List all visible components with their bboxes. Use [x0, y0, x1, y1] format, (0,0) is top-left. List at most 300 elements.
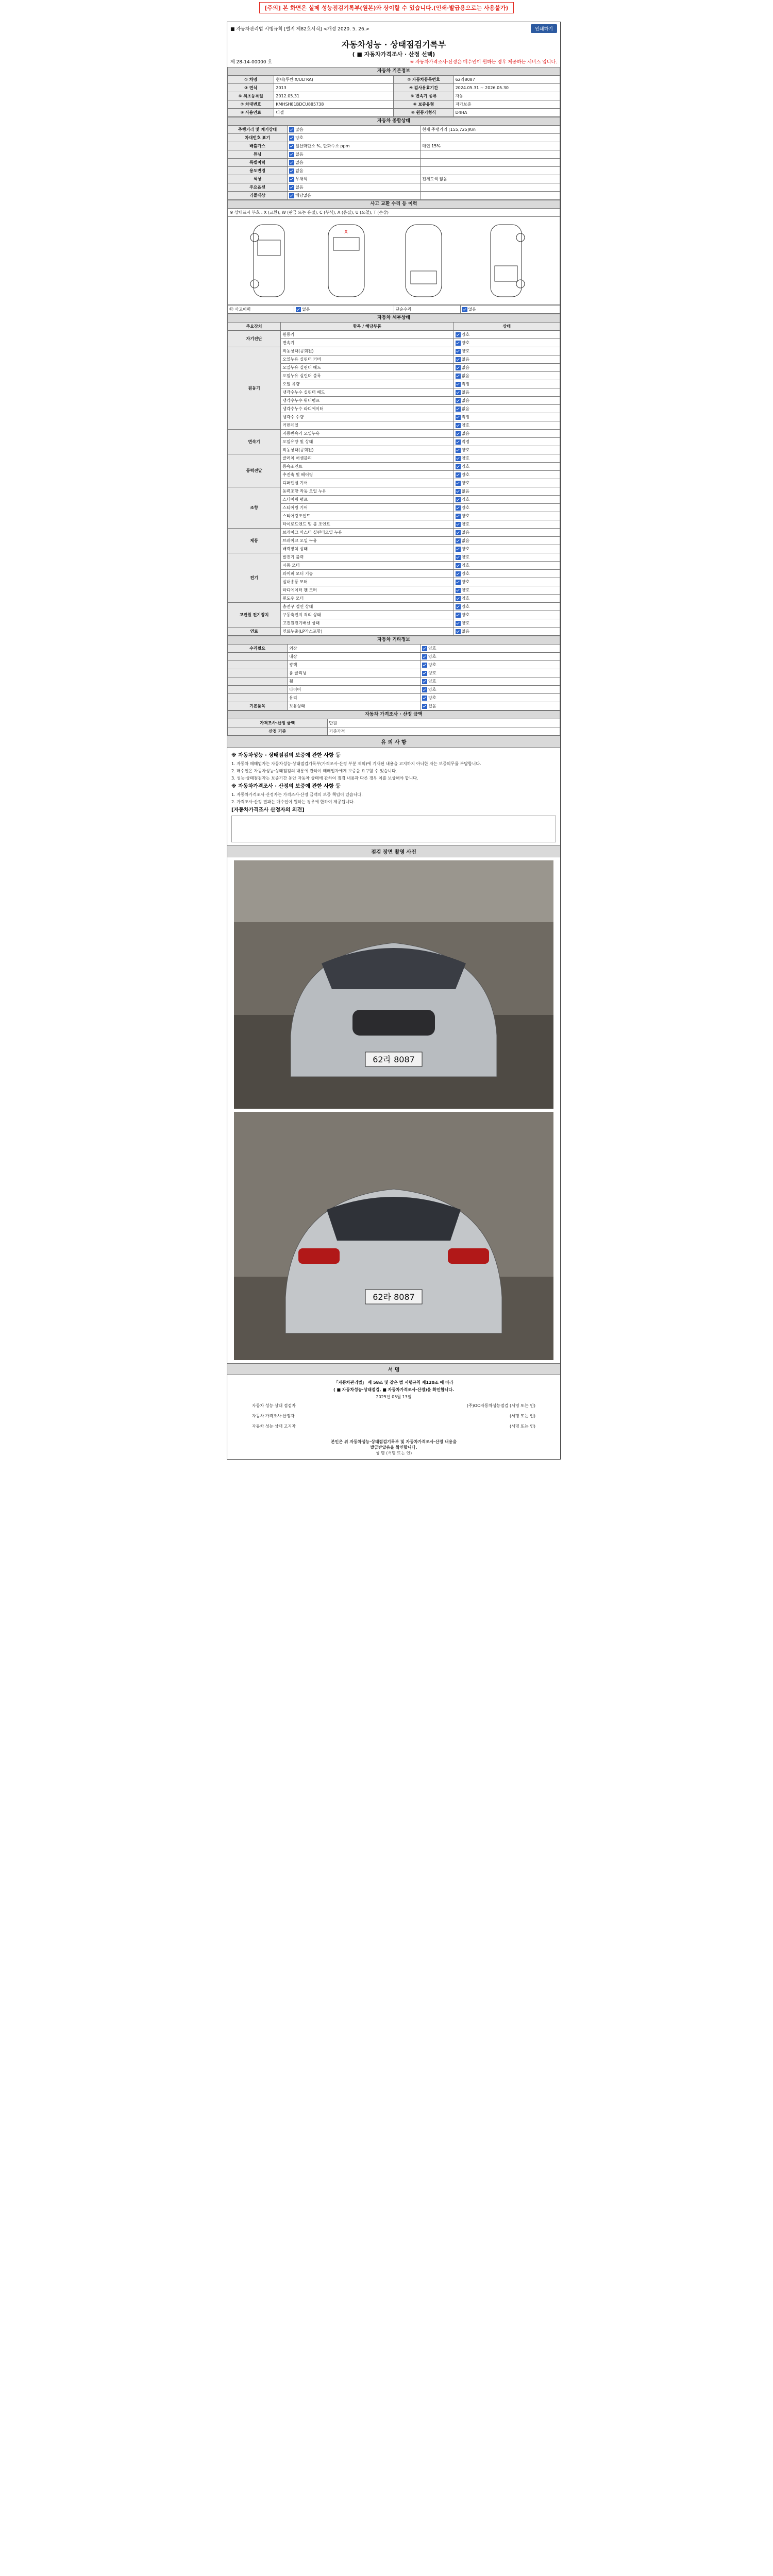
detail-state [453, 421, 560, 430]
checkbox-icon [456, 629, 461, 634]
repair-history-value: 없음 [302, 307, 310, 312]
repair-history-label: ⑫ 사고이력 [228, 306, 294, 314]
basic-label: ⑨ 사용연료 [228, 109, 274, 117]
title-block [227, 35, 560, 67]
detail-state [453, 388, 560, 397]
checkbox-icon [289, 127, 294, 132]
basic-value: 2013 [274, 84, 394, 92]
detail-row [228, 529, 560, 537]
signature-date: 2025년 05월 13일 [376, 1395, 412, 1399]
state-row [228, 134, 560, 142]
detail-state-text: 양호 [461, 613, 470, 617]
price-value: 기준가격 [327, 727, 560, 736]
accident-table [227, 200, 560, 217]
detail-item: 작동상태(공회전) [281, 446, 453, 454]
detail-item: 스티어링조인트 [281, 512, 453, 520]
notice-paragraph: 2. 매수인은 자동차성능·상태점검의 내용에 관하여 매매업자에게 보증을 요구할 수 있습니다. [231, 769, 397, 773]
state-label: 배출가스 [228, 142, 288, 150]
detail-item: 시동 모터 [281, 562, 453, 570]
basic-label: ⑦ 차대번호 [228, 100, 274, 109]
detail-item: 작동상태(공회전) [281, 347, 453, 355]
signature-role: 자동차 성능·상태 점검자 [252, 1403, 296, 1408]
detail-row [228, 430, 560, 438]
checkbox-icon [422, 663, 427, 668]
detail-state-text: 양호 [461, 514, 470, 518]
detail-state-text: 양호 [461, 349, 470, 353]
detail-state-text: 양호 [461, 555, 470, 560]
basic-value: 디젤 [274, 109, 394, 117]
checkbox-icon [456, 580, 461, 585]
detail-item: 충전구 절연 상태 [281, 603, 453, 611]
car-front-photo-icon [234, 860, 553, 1109]
detail-state-text: 양호 [461, 448, 470, 452]
detail-system: 고전원 전기장치 [228, 603, 281, 628]
accident-header: 사고 교환 수리 등 이력 [228, 200, 560, 209]
state-value-text: 없음 [295, 160, 304, 165]
other-row [228, 686, 560, 694]
other-state-text: 양호 [428, 679, 436, 684]
other-item: 룸 클리닝 [288, 669, 421, 677]
other-state [421, 694, 560, 702]
state-value-text: 일산화탄소 %, 탄화수소 ppm [295, 144, 350, 148]
other-category [228, 661, 288, 669]
state-note: 매연 15% [421, 142, 560, 150]
detail-item: 냉각수누수 워터펌프 [281, 397, 453, 405]
basic-label: ① 차명 [228, 76, 274, 84]
checkbox-icon [456, 431, 461, 436]
accident-summary [227, 305, 560, 314]
other-state-text: 양호 [428, 663, 436, 667]
other-state [421, 645, 560, 653]
state-value [288, 175, 421, 183]
checkbox-icon [456, 357, 461, 362]
other-row [228, 677, 560, 686]
detail-item: 추진축 및 베어링 [281, 471, 453, 479]
checkbox-icon [422, 679, 427, 684]
basic-row [228, 76, 560, 84]
other-state-text: 양호 [428, 646, 436, 651]
detail-state [453, 545, 560, 553]
detail-state [453, 512, 560, 520]
detail-item: 냉각수누수 라디에이터 [281, 405, 453, 413]
checkbox-icon [456, 613, 461, 618]
detail-state [453, 364, 560, 372]
other-state [421, 653, 560, 661]
basic-value: 자동 [453, 92, 560, 100]
car-rear-photo-icon [234, 1112, 553, 1360]
detail-state-text: 없음 [461, 431, 470, 436]
other-item: 유리 [288, 694, 421, 702]
notice-header: 유 의 사 항 [227, 736, 560, 748]
car-top-rear-icon [393, 222, 455, 299]
other-row [228, 661, 560, 669]
detail-state [453, 339, 560, 347]
inspection-document [227, 22, 561, 1460]
detail-state [453, 331, 560, 339]
detail-state [453, 413, 560, 421]
detail-item: 변속기 [281, 339, 453, 347]
basic-label: ⑥ 변속기 종류 [394, 92, 453, 100]
other-state [421, 686, 560, 694]
detail-state-text: 적정 [461, 415, 470, 419]
detail-state [453, 463, 560, 471]
detail-item: 오일유량 및 상태 [281, 438, 453, 446]
price-label: 가격조사·산정 금액 [228, 719, 328, 727]
state-row [228, 150, 560, 159]
other-category [228, 677, 288, 686]
warning-banner [0, 0, 773, 15]
signature-sign: (서명 또는 인) [510, 1424, 535, 1429]
state-value [288, 142, 421, 150]
checkbox-icon [289, 152, 294, 157]
state-note [421, 159, 560, 167]
checkbox-icon [422, 646, 427, 651]
other-item: 보유상태 [288, 702, 421, 710]
other-state-text: 양호 [428, 696, 436, 700]
checkbox-icon [456, 514, 461, 519]
other-item: 타이어 [288, 686, 421, 694]
basic-row [228, 92, 560, 100]
detail-system: 원동기 [228, 347, 281, 430]
detail-item: 타이로드엔드 및 볼 조인트 [281, 520, 453, 529]
checkbox-icon [456, 621, 461, 626]
state-note: 현재 주행거리 [155,725]Km [421, 126, 560, 134]
detail-item: 냉각수 수량 [281, 413, 453, 421]
detail-state-text: 양호 [461, 588, 470, 592]
detail-system: 조향 [228, 487, 281, 529]
checkbox-icon [456, 563, 461, 568]
state-label: 색상 [228, 175, 288, 183]
document-number: 제 28-14-00000 호 [230, 60, 273, 65]
basic-label: ③ 연식 [228, 84, 274, 92]
detail-item: 동력조향 작동 오일 누유 [281, 487, 453, 496]
detail-state [453, 504, 560, 512]
signature-law-text: 「자동차관리법」 제 58조 및 같은 법 시행규칙 제120조 에 따라 [334, 1380, 453, 1385]
checkbox-icon [456, 522, 461, 527]
detail-state [453, 578, 560, 586]
car-diagram [227, 217, 560, 305]
basic-value: D4HA [453, 109, 560, 117]
checkbox-icon [296, 307, 301, 312]
basic-row [228, 84, 560, 92]
state-value [288, 126, 421, 134]
checkbox-icon [456, 472, 461, 478]
price-header: 자동차 가격조사 · 산정 금액 [228, 711, 560, 719]
detail-state-text: 양호 [461, 341, 470, 345]
detail-item: 오일누유 실린더 커버 [281, 355, 453, 364]
detail-state [453, 471, 560, 479]
detail-state [453, 397, 560, 405]
detail-state-text: 없음 [461, 398, 470, 403]
other-state-text: 있음 [428, 704, 436, 708]
state-note: 전체도색 없음 [421, 175, 560, 183]
detail-item: 배력장치 상태 [281, 545, 453, 553]
other-item: 외장 [288, 645, 421, 653]
price-row [228, 719, 560, 727]
simple-repair-label: 단순수리 [394, 306, 460, 314]
car-top-front-icon [315, 222, 377, 299]
checkbox-icon [456, 349, 461, 354]
detail-state-text: 양호 [461, 481, 470, 485]
checkbox-icon [289, 177, 294, 182]
detail-state-text: 없음 [461, 365, 470, 370]
other-state [421, 677, 560, 686]
state-note [421, 150, 560, 159]
checkbox-icon [456, 481, 461, 486]
detail-state-text: 없음 [461, 374, 470, 378]
state-row [228, 159, 560, 167]
detail-state-text: 적정 [461, 382, 470, 386]
detail-item: 자동변속기 오일누유 [281, 430, 453, 438]
price-row [228, 727, 560, 736]
other-row [228, 702, 560, 710]
basic-info-table [227, 67, 560, 117]
other-category: 수리필요 [228, 645, 288, 653]
checkbox-icon [456, 332, 461, 337]
detail-state-text: 양호 [461, 580, 470, 584]
detail-item: 오일누유 실린더 헤드 [281, 364, 453, 372]
detail-system: 제동 [228, 529, 281, 553]
detail-state [453, 586, 560, 595]
detail-state-text: 없음 [461, 530, 470, 535]
detail-state-text: 없음 [461, 406, 470, 411]
detail-state-text: 양호 [461, 596, 470, 601]
detail-item: 브레이크 오일 누유 [281, 537, 453, 545]
document-subtitle: ( ■ 자동차가격조사 · 산정 선택) [352, 51, 435, 58]
notice-heading-warranty: ※ 자동차성능 · 상태점검의 보증에 관한 사항 등 [231, 753, 341, 758]
car-right-side-icon [475, 222, 537, 299]
detail-state-text: 양호 [461, 423, 470, 428]
detail-state [453, 454, 560, 463]
checkbox-icon [456, 374, 461, 379]
state-label: 리콜대상 [228, 192, 288, 200]
warning-text: [주의] 본 화면은 실제 성능점검기록부(원본)와 상이할 수 있습니다.(인쇄·발급용으로는 사용불가) [259, 2, 514, 13]
checkbox-icon [456, 596, 461, 601]
signature-header: 서 명 [227, 1363, 560, 1375]
signature-row [231, 1401, 556, 1411]
other-item: 내장 [288, 653, 421, 661]
notice-paragraph: 1. 자동차가격조사·산정자는 가격조사·산정 금액의 보증 책임이 있습니다. [231, 792, 363, 797]
detail-state-text: 없음 [461, 357, 470, 362]
signature-row [231, 1421, 556, 1432]
state-label: 특별이력 [228, 159, 288, 167]
checkbox-icon [422, 687, 427, 692]
basic-row [228, 100, 560, 109]
checkbox-icon [456, 398, 461, 403]
detail-row [228, 331, 560, 339]
detail-item: 와이퍼 모터 기능 [281, 570, 453, 578]
state-row [228, 192, 560, 200]
checkbox-icon [456, 547, 461, 552]
overall-state-header: 자동차 종합상태 [228, 117, 560, 126]
detail-state [453, 355, 560, 364]
detail-state [453, 570, 560, 578]
detail-state-text: 양호 [461, 456, 470, 461]
detail-item: 원동기 [281, 331, 453, 339]
rear-photo [234, 1112, 553, 1360]
detail-row [228, 603, 560, 611]
checkbox-icon [456, 588, 461, 593]
checkbox-icon [456, 406, 461, 412]
checkbox-icon [456, 448, 461, 453]
receipt-signer: 성 명 (서명 또는 인) [375, 1451, 412, 1455]
basic-value: 현대(투싼IX/ULTRA) [274, 76, 394, 84]
signature-block [227, 1375, 560, 1436]
detail-state-text: 양호 [461, 563, 470, 568]
detail-state [453, 347, 560, 355]
detail-item: 오일 유량 [281, 380, 453, 388]
detail-state-text: 양호 [461, 472, 470, 477]
detail-system: 연료 [228, 628, 281, 636]
state-value-text: 양호 [295, 135, 304, 140]
detail-state-text: 없음 [461, 390, 470, 395]
detail-state-text: 양호 [461, 547, 470, 551]
detail-system: 전기 [228, 553, 281, 603]
accident-legend: ※ 상태표시 부호 : X (교환), W (판금 또는 용접), C (부식), A (흠집), U (요철), T (손상) [228, 209, 560, 217]
signature-confirm-text: ( ■ 자동차성능·상태점검, ■ 자동차가격조사·산정)을 확인합니다. [333, 1387, 454, 1392]
detail-state-text: 없음 [461, 489, 470, 494]
detail-item: 스티어링 펌프 [281, 496, 453, 504]
other-state [421, 669, 560, 677]
detail-col-state: 상태 [453, 323, 560, 331]
checkbox-icon [456, 390, 461, 395]
basic-row [228, 109, 560, 117]
checkbox-icon [456, 538, 461, 544]
other-info-table [227, 636, 560, 710]
print-button[interactable]: 인쇄하기 [531, 24, 557, 33]
other-state-text: 양호 [428, 654, 436, 659]
detail-state [453, 537, 560, 545]
detail-item: 연료누출(LP가스포함) [281, 628, 453, 636]
basic-info-header: 자동차 기본정보 [228, 67, 560, 76]
checkbox-icon [289, 193, 294, 198]
detail-system: 동력전달 [228, 454, 281, 487]
detail-item: 구동축전지 격리 상태 [281, 611, 453, 619]
detail-item: 실내송풍 모터 [281, 578, 453, 586]
state-row [228, 126, 560, 134]
state-row [228, 167, 560, 175]
detail-system: 변속기 [228, 430, 281, 454]
checkbox-icon [422, 704, 427, 709]
receipt-line-2: 발급받았음을 확인합니다. [370, 1445, 417, 1450]
checkbox-icon [422, 654, 427, 659]
detail-item: 라디에이터 팬 모터 [281, 586, 453, 595]
checkbox-icon [456, 505, 461, 511]
state-row [228, 142, 560, 150]
detail-item: 커먼레일 [281, 421, 453, 430]
signature-role: 자동차 가격조사·산정자 [252, 1414, 295, 1418]
other-row [228, 645, 560, 653]
basic-label: ⑧ 보증유형 [394, 100, 453, 109]
notice-paragraph: 2. 가격조사·산정 결과는 매수인이 원하는 경우에 한하여 제공됩니다. [231, 800, 355, 804]
detail-state [453, 496, 560, 504]
detail-state [453, 430, 560, 438]
detail-state-text: 양호 [461, 505, 470, 510]
checkbox-icon [456, 365, 461, 370]
notice-paragraph: 3. 성능·상태점검자는 보증기간 동안 자동차 상태에 관하여 점검 내용과 다른 경우 이를 보상해야 합니다. [231, 776, 418, 781]
signature-row [231, 1411, 556, 1421]
state-label: 주행거리 및 계기상태 [228, 126, 288, 134]
checkbox-icon [456, 382, 461, 387]
other-row [228, 653, 560, 661]
state-note [421, 192, 560, 200]
checkbox-icon [456, 571, 461, 577]
detail-state [453, 372, 560, 380]
detail-state [453, 562, 560, 570]
checkbox-icon [422, 671, 427, 676]
detail-state [453, 446, 560, 454]
checkbox-icon [289, 168, 294, 174]
state-label: 용도변경 [228, 167, 288, 175]
detail-item: 디퍼렌셜 기어 [281, 479, 453, 487]
detail-state-text: 양호 [461, 621, 470, 625]
notice-heading-opinion: [자동차가격조사 산정자의 의견] [231, 807, 305, 813]
detail-row [228, 487, 560, 496]
checkbox-icon [456, 604, 461, 609]
checkbox-icon [456, 555, 461, 560]
other-item: 휠 [288, 677, 421, 686]
checkbox-icon [456, 439, 461, 445]
detail-table [227, 314, 560, 636]
checkbox-icon [456, 489, 461, 494]
detail-state-text: 없음 [461, 629, 470, 634]
rear-plate-text: 62라 8087 [373, 1292, 415, 1302]
other-state [421, 661, 560, 669]
detail-state [453, 438, 560, 446]
checkbox-icon [289, 185, 294, 190]
checkbox-icon [289, 144, 294, 149]
detail-item: 브레이크 마스터 실린더오일 누유 [281, 529, 453, 537]
checkbox-icon [456, 415, 461, 420]
state-value [288, 159, 421, 167]
signature-sign: (주)OO자동차성능점검 (서명 또는 인) [466, 1403, 535, 1408]
detail-state [453, 380, 560, 388]
receipt-line-1: 본인은 위 자동차성능·상태점검기록부 및 자동차가격조사·산정 내용을 [330, 1439, 457, 1444]
state-value [288, 134, 421, 142]
other-state-text: 양호 [428, 687, 436, 692]
detail-state-text: 양호 [461, 522, 470, 527]
detail-item: 스티어링 기어 [281, 504, 453, 512]
front-photo [234, 860, 553, 1109]
price-value: 만원 [327, 719, 560, 727]
state-value [288, 192, 421, 200]
car-left-side-icon [238, 222, 300, 299]
basic-label: ⑩ 원동기형식 [394, 109, 453, 117]
detail-state [453, 529, 560, 537]
photo-header: 점검 장면 촬영 사진 [227, 845, 560, 857]
detail-state [453, 520, 560, 529]
state-value-text: 많음 [295, 127, 304, 132]
form-reference: ■ 자동차관리법 시행규칙 [별지 제82호서식] <개정 2020. 5. 26.> [230, 27, 370, 32]
receipt-note [227, 1436, 560, 1459]
state-value-text: 없음 [295, 168, 304, 173]
other-category [228, 694, 288, 702]
detail-item: 윈도우 모터 [281, 595, 453, 603]
detail-state [453, 479, 560, 487]
checkbox-icon [289, 160, 294, 165]
state-value [288, 150, 421, 159]
title-notice: ※ 자동차가격조사·산정은 매수인이 원하는 경우 제공하는 서비스 입니다. [410, 60, 557, 65]
detail-row [228, 553, 560, 562]
state-note [421, 167, 560, 175]
detail-state [453, 628, 560, 636]
detail-state-text: 양호 [461, 464, 470, 469]
front-plate-text: 62라 8087 [373, 1055, 415, 1064]
notice-paragraph: 1. 자동차 매매업자는 자동차성능·상태점검기록부(가격조사·산정 부분 제외)에 기재된 내용을 고지하지 아니한 자는 보증의무를 부담합니다. [231, 761, 481, 766]
detail-col-item: 항목 / 해당부품 [281, 323, 453, 331]
detail-item: 등속조인트 [281, 463, 453, 471]
header-row [227, 22, 560, 35]
